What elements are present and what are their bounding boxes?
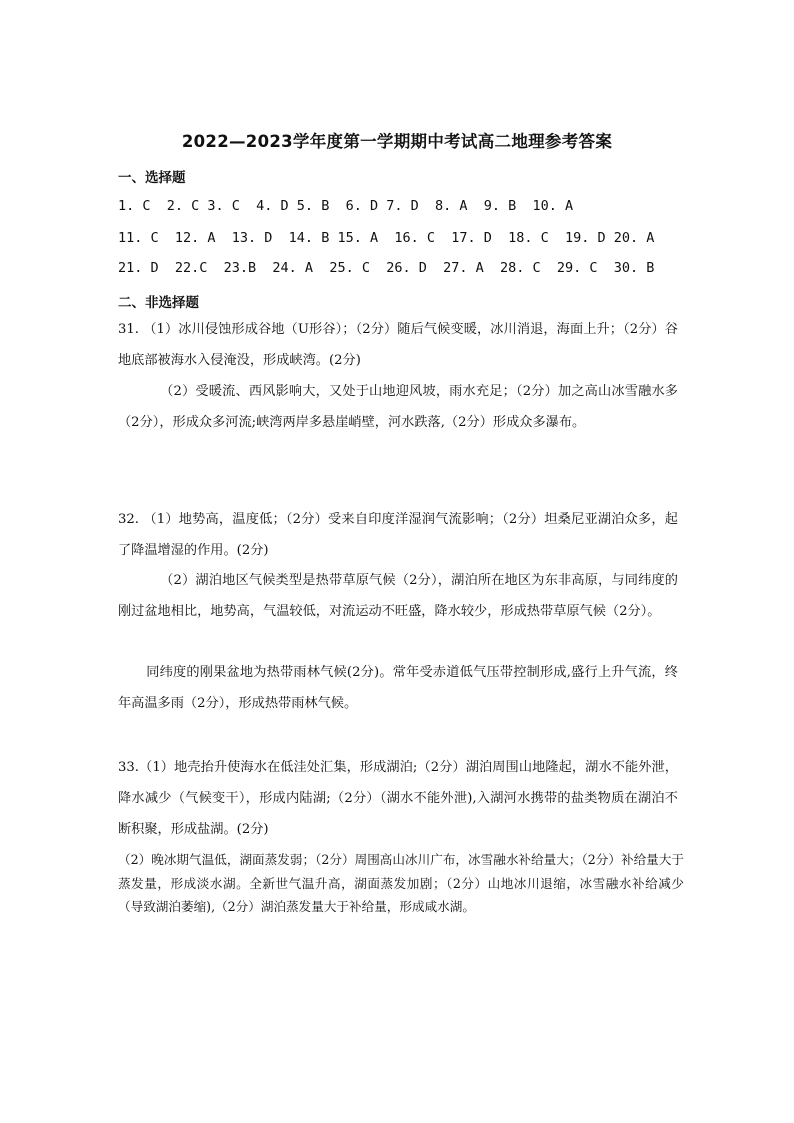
q33-part1: 33.（1）地壳抬升使海水在低洼处汇集，形成湖泊;（2分）湖泊周围山地隆起，湖水不能外泄，降水减少（气候变干），形成内陆湖;（2分）（湖水不能外泄),入湖河水携带的盐类物质在湖泊不断积聚，形成盐湖。(2分) [118, 760, 678, 837]
section-choice-heading: 一、选择题 [118, 170, 186, 186]
answer-row-2: 11. C 12. A 13. D 14. B 15. A 16. C 17. D 18. C 19. D 20. A [118, 230, 655, 246]
q32-part2-text: （2）湖泊地区气候类型是热带草原气候（2分），湖泊所在地区为东非高原，与同纬度的刚过盆地相比，地势高，气温较低，对流运动不旺盛，降水较少，形成热带草原气候（2分）。 [118, 573, 678, 619]
answer-row-3: 21. D 22.C 23.B 24. A 25. C 26. D 27. A 28. C 29. C 30. B [118, 260, 655, 276]
q31-part1: 31. （1）冰川侵蚀形成谷地（U形谷）；（2分）随后气候变暖，冰川消退，海面上升；（2分）谷地底部被海水入侵淹没，形成峡湾。(2分) [118, 322, 678, 368]
q32-part3 [118, 657, 678, 719]
q32-part2 [118, 565, 678, 627]
q31-part2 [118, 376, 678, 438]
section-nonchoice-heading: 二、非选择题 [118, 295, 199, 311]
page-title: 2022—2023学年度第一学期期中考试高二地理参考答案 [181, 132, 613, 151]
q32-part3-text: 同纬度的刚果盆地为热带雨林气候(2分)。常年受赤道低气压带控制形成,盛行上升气流，终年高温多雨（2分），形成热带雨林气候。 [118, 665, 678, 711]
q32-part1: 32. （1）地势高，温度低；（2分）受来自印度洋湿润气流影响；（2分）坦桑尼亚湖泊众多，起了降温增湿的作用。(2分) [118, 512, 678, 558]
answer-row-1: 1. C 2. C 3. C 4. D 5. B 6. D 7. D 8. A 9. B 10. A [118, 198, 574, 214]
q31-part2-text: （2）受暖流、西风影响大，又处于山地迎风坡，雨水充足；（2分）加之高山冰雪融水多（2分），形成众多河流;峡湾两岸多悬崖峭壁，河水跌落,（2分）形成众多瀑布。 [118, 384, 678, 430]
q33-part2: （2）晚冰期气温低，湖面蒸发弱；（2分）周围高山冰川广布，冰雪融水补给量大；（2分）补给量大于蒸发量，形成淡水湖。全新世气温升高，湖面蒸发加剧；（2分）山地冰川退缩，冰雪融水补给减少（导致湖泊萎缩),（2分）湖泊蒸发量大于补给量，形成咸水湖。 [118, 852, 684, 914]
